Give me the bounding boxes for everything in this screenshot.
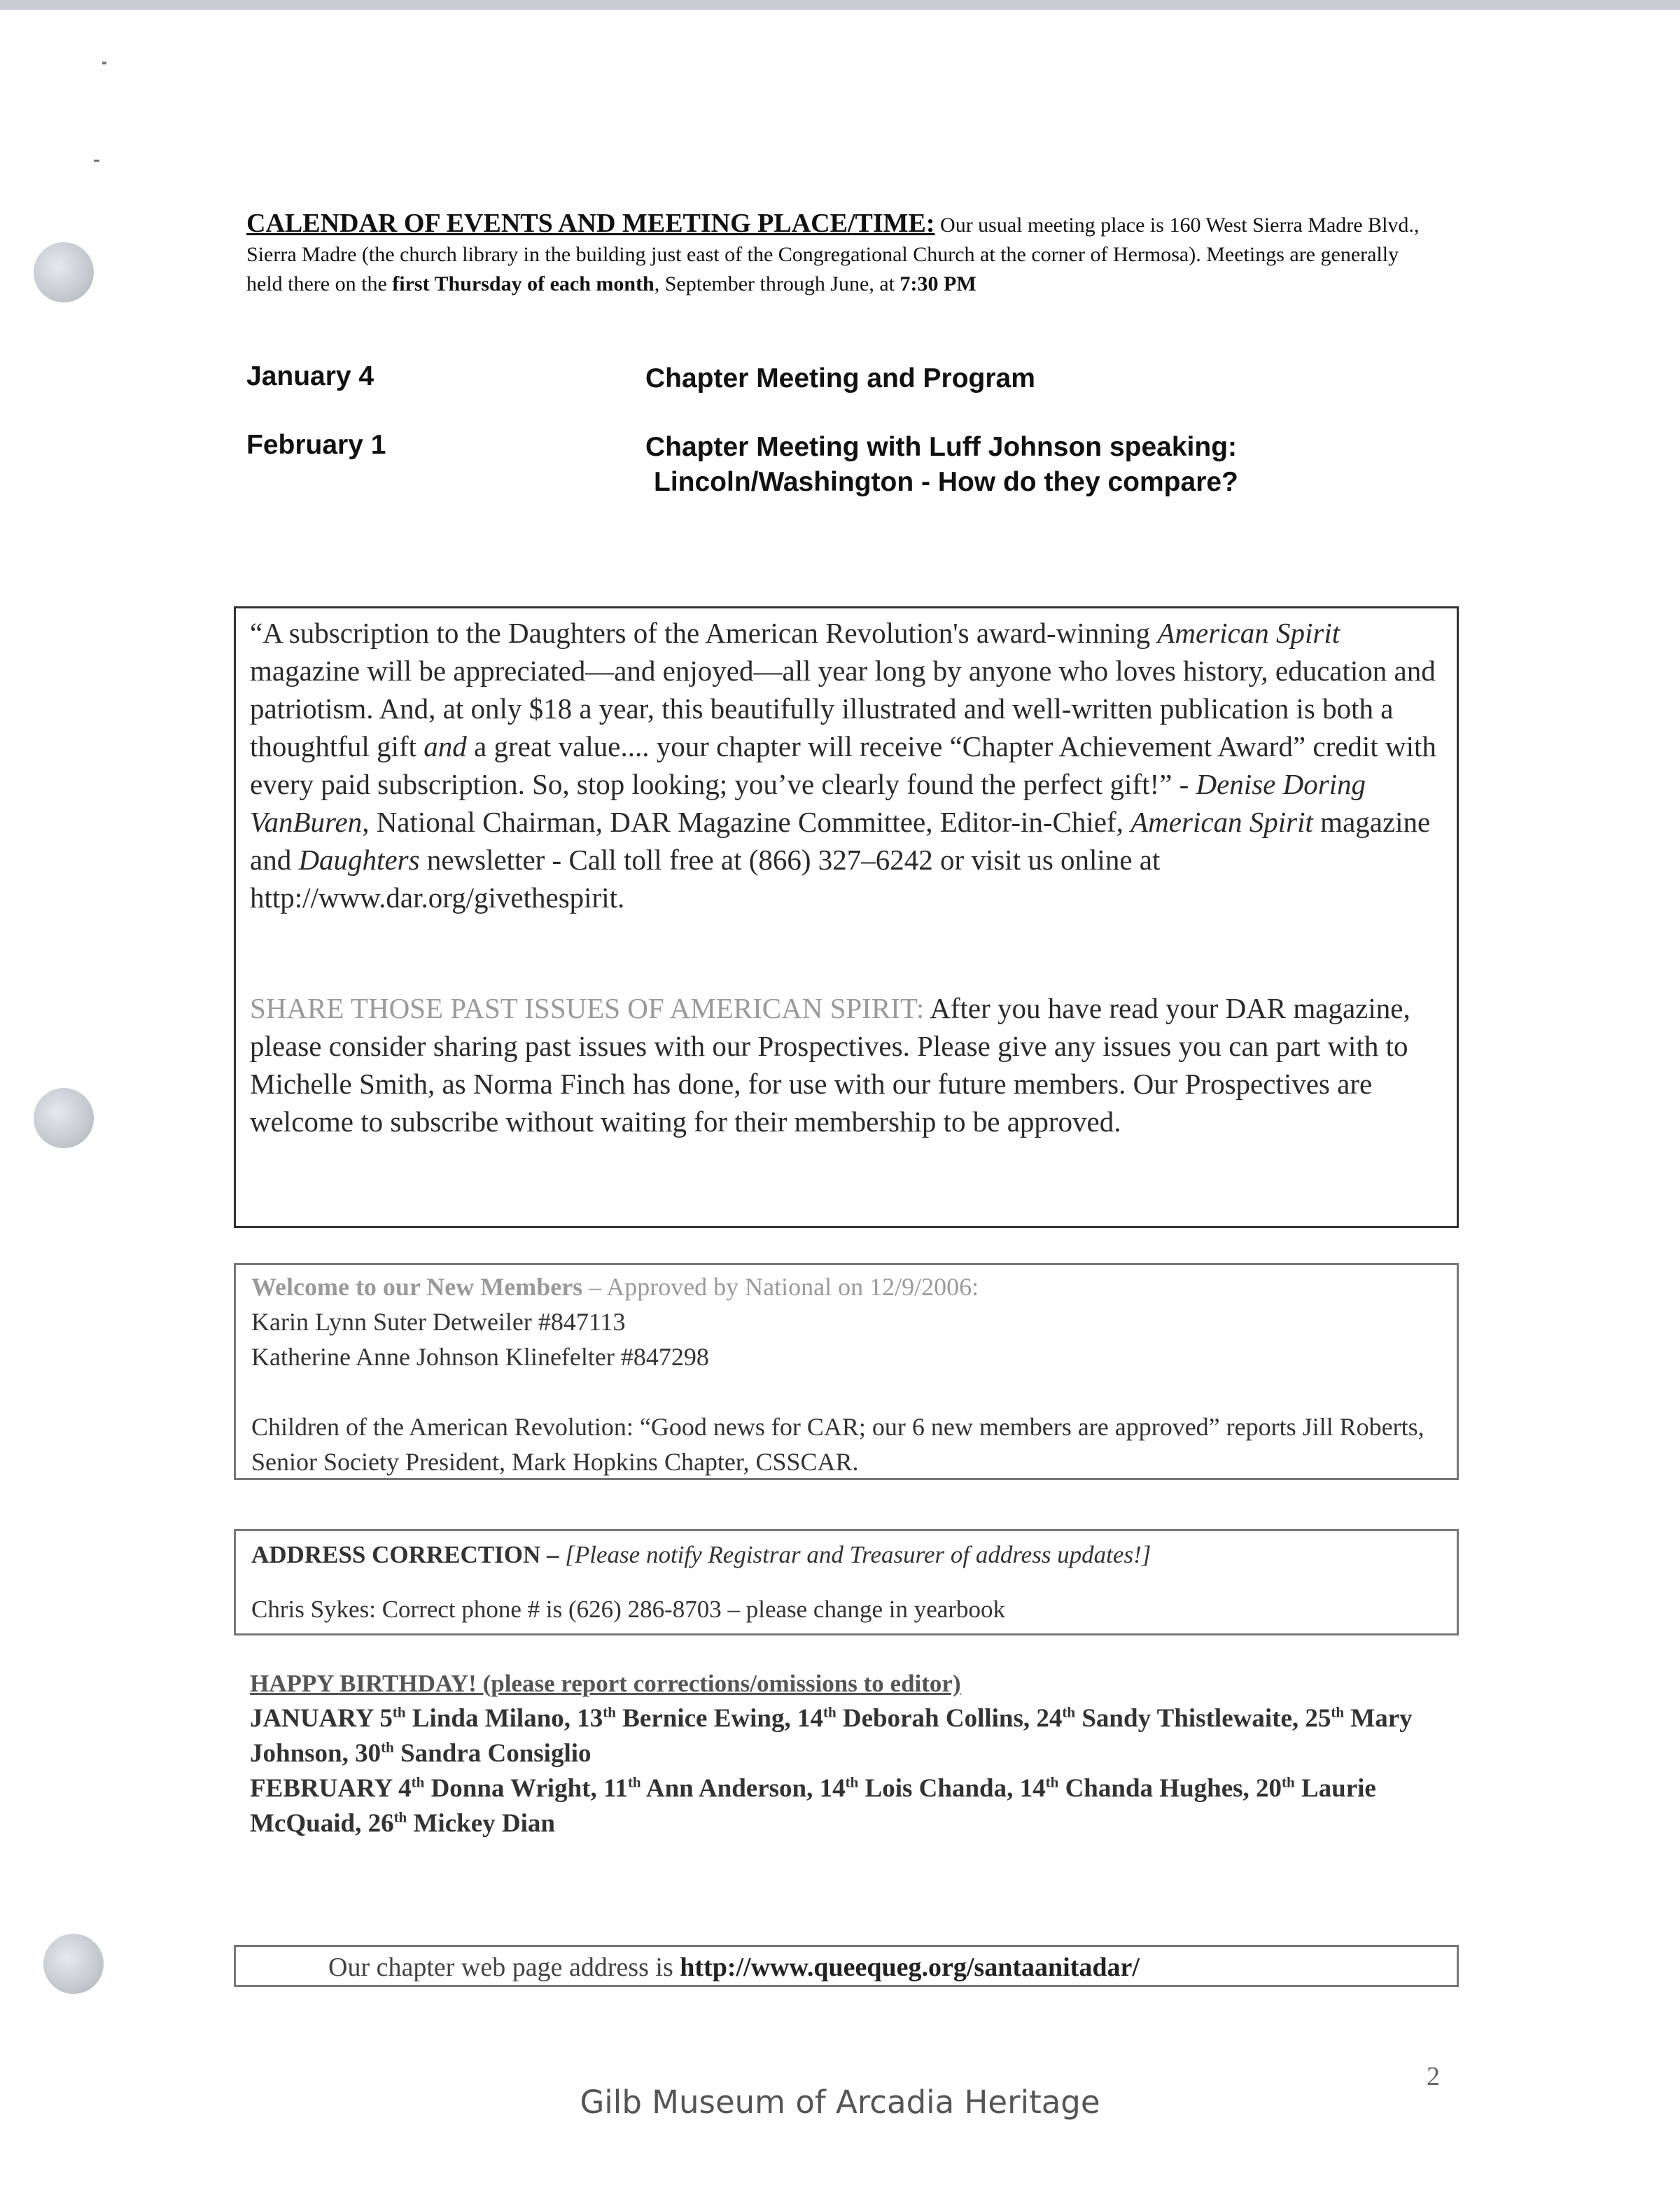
calendar-heading: CALENDAR OF EVENTS AND MEETING PLACE/TIME:	[246, 209, 935, 238]
calendar-intro	[246, 209, 1436, 299]
web-page-label: Our chapter web page address is	[328, 1953, 680, 1982]
new-members-box	[234, 1263, 1459, 1480]
share-heading: SHARE THOSE PAST ISSUES OF AMERICAN SPIRIT:	[250, 992, 925, 1024]
february-birthdays: FEBRUARY 4th Donna Wright, 11th Ann Anderson, 14th Lois Chanda, 14th Chanda Hughes, 20th Laurie McQuaid, 26th Mickey Dian	[250, 1773, 1376, 1838]
web-page-box	[234, 1945, 1459, 1987]
event-date: February 1	[246, 430, 386, 460]
approval-note: – Approved by National on 12/9/2006:	[582, 1273, 979, 1301]
scan-speck	[94, 160, 99, 162]
binder-hole-top	[34, 242, 94, 302]
car-note: Children of the American Revolution: “Good news for CAR; our 6 new members are approved” reports Jill Roberts, Senior Society President, Mark Hopkins Chapter, CSSCAR.	[251, 1413, 1424, 1476]
binder-hole-middle	[34, 1088, 94, 1148]
event-line-2: Lincoln/Washington - How do they compare?	[654, 467, 1238, 497]
new-members-heading: Welcome to our New Members	[251, 1273, 583, 1301]
month-label: JANUARY	[250, 1704, 374, 1733]
share-issues-paragraph	[250, 989, 1443, 1141]
address-heading: ADDRESS CORRECTION –	[251, 1541, 566, 1568]
calendar-text-1: Our usual meeting place is 160 West Sierra Madre Blvd., Sierra Madre (the church library in the building just east of the Congregational Church at the corner of Hermosa). Meetings are generally held there on the	[246, 214, 1420, 295]
event-date: January 4	[246, 361, 374, 391]
binder-hole-bottom	[43, 1934, 104, 1994]
scan-speck	[102, 62, 106, 64]
meeting-time: 7:30 PM	[899, 272, 976, 295]
event-line-1: Chapter Meeting and Program	[645, 363, 1035, 393]
event-line-1: Chapter Meeting with Luff Johnson speaking:	[645, 432, 1238, 462]
subscription-box	[234, 606, 1459, 1228]
month-label: FEBRUARY	[250, 1774, 392, 1803]
january-birthdays: JANUARY 5th Linda Milano, 13th Bernice Ewing, 14th Deborah Collins, 24th Sandy Thistlewaite, 25th Mary Johnson, 30th Sandra Consiglio	[250, 1703, 1413, 1768]
address-correction-box	[234, 1529, 1459, 1635]
web-page-url[interactable]: http://www.queequeg.org/santaanitadar/	[680, 1953, 1140, 1982]
event-description	[645, 361, 1345, 396]
birthday-heading: HAPPY BIRTHDAY! (please report corrections/omissions to editor)	[250, 1670, 961, 1697]
event-description	[645, 430, 1345, 500]
meeting-day: first Thursday of each month	[392, 272, 654, 295]
address-note: [Please notify Registrar and Treasurer of address updates!]	[565, 1541, 1152, 1568]
birthday-section	[250, 1666, 1454, 1841]
subscription-quote: “A subscription to the Daughters of the American Revolution's award-winning American Spirit magazine will be appreciated—and enjoyed—all year long by anyone who loves history, education and patriotism. And, at only $18 a year, this beautifully illustrated and well-written publication is both a thoughtful gift and a great value.... your chapter will receive “Chapter Achievement Award” credit with every paid subscription. So, stop looking; you’ve clearly found the perfect gift!” - Denise Doring VanBuren, National Chairman, DAR Magazine Committee, Editor-in-Chief, American Spirit magazine and Daughters newsletter - Call toll free at (866) 327–6242 or visit us online at http://www.dar.org/givethespirit.	[250, 617, 1436, 914]
share-body: After you have read your DAR magazine, please consider sharing past issues with our Prospectives. Please give any issues you can part with to Michelle Smith, as Norma Finch has done, for use with our future members. Our Prospectives are welcome to subscribe without waiting for their membership to be approved.	[250, 992, 1410, 1138]
calendar-text-2: , September through June, at	[654, 272, 900, 295]
scan-top-edge	[0, 0, 1680, 10]
page-number: 2	[1427, 2062, 1440, 2091]
address-entry: Chris Sykes: Correct phone # is (626) 286-8703 – please change in yearbook	[251, 1596, 1005, 1623]
footer-credit: Gilb Museum of Arcadia Heritage	[580, 2084, 1100, 2121]
member-entry: Katherine Anne Johnson Klinefelter #847298	[251, 1343, 709, 1371]
member-entry: Karin Lynn Suter Detweiler #847113	[251, 1308, 626, 1336]
new-members-heading-line	[251, 1269, 1441, 1304]
address-heading-line	[251, 1538, 1441, 1572]
